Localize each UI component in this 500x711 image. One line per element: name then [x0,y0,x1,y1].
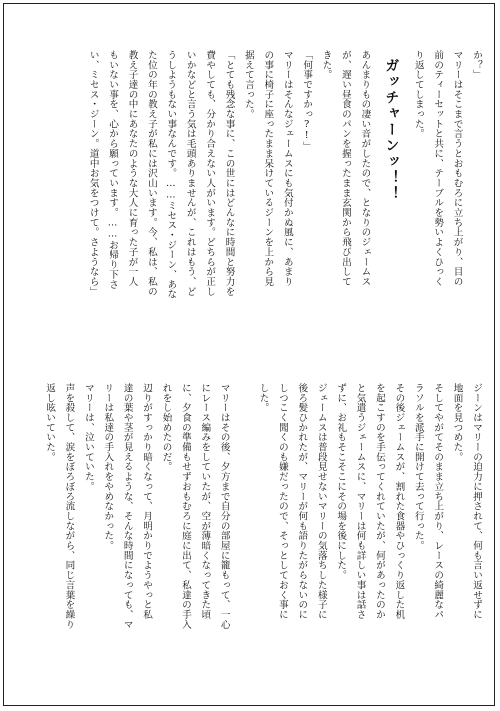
paragraph: 「何事ですかっ?!」 [301,50,313,152]
paragraph: ジェームスは普段見せないマリーの気落ちした様子に 後ろ髪ひかれたが、マリーが何も語りたがらないのに しつこく聞くのも嫌だったので、そっとしておく事に した。 [257,383,327,620]
paragraph: マリーはそんなジェームスにも気付かぬ風に、あまり の事に椅子に座ったまま呆けているジーンを上から見 据えて言った。 [242,50,293,287]
paragraph: その後ジェームスが、割れた食器やひっくり返した机 を起こすのを手伝ってくれていたが、何があったのか と気遣うジェームスに、マリーは何も詳しい事は話さ ずに、お礼もそこそこにその場を後にした。 [335,383,405,620]
paragraph: マリーはその後、夕方まで自分の部屋に籠もって、一心 にレース編みをしていたが、空が薄暗くなってきた頃 に、夕食の準備もせずおもむろに庭に出て、私達の手入 れをし始めたのだ。 [160,383,230,630]
paragraph: ジーンはマリーの迫力に押されて、何も言い返せずに 地面を見つめた。 [451,383,482,620]
paragraph: 声を殺して、涙をぼろぼろ流しながら、同じ言葉を繰り 返し呟いていた。 [44,383,75,630]
paragraph: 辺りがすっかり暗くなって、月明かりでようやっと私 達の葉や茎が見えるような、そんな時間になっても、マ リーは私達の手入れをやめなかった。 [102,383,153,630]
page-content [16,50,486,690]
upper-text-block [16,50,486,320]
paragraph: あんまりもの凄い音がしたので、となりのジェームス が、遅い昼食のパンを握ったまま玄関から飛び出して きた。 [320,50,371,287]
sound-effect: ガッチャーンッ！！ [383,58,400,202]
paragraph: マリーはそこまで言うとおもむろに立ち上がり、目の 前のティーセットと共に、テーブルを勢いよくひっく り返してしまった。 [412,50,463,287]
paragraph: マリーは、泣いていた。 [82,383,94,492]
paragraph: 「とても残念な事に、この世にはどんなに時間と努力を 費やしても、分かり合えない人がいます。どちらが正し いかなどと言う気は毛頭ありませんが、これはもう、ど うしようもない事なんです。……ミセス・ジーン、あな た位の年の教え子が私には沢山います。今、私は、私の 教え子達の中にあなたのような大人に育った子が一人 もいない事を、心から願っています。……お帰り下さ い、ミセス・ジーン。道中お気をつけて。さようなら」 [87,50,235,300]
paragraph: そしてやがてそのまま立ち上がり、レースの綺麗なパ ラソルを派手に開けて去って行った。 [412,383,444,620]
lower-text-block [16,383,486,653]
paragraph: か？」 [471,50,482,80]
